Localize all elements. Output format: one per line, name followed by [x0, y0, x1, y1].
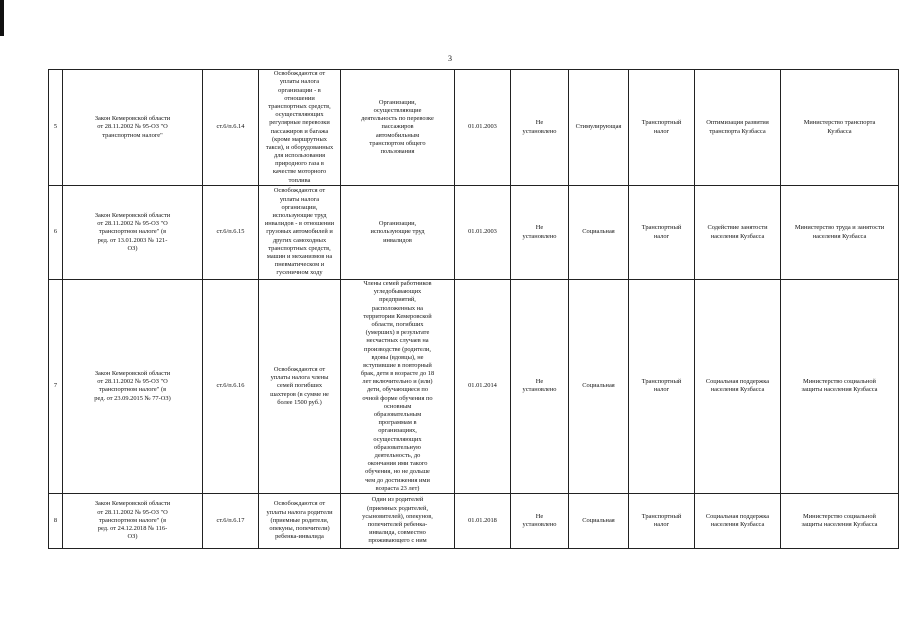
- curator-cell: Министерство социальной защиты населения Кузбасса: [781, 280, 899, 494]
- start-date-cell: 01.01.2014: [455, 280, 511, 494]
- category-cell: Один из родителей (приемных родителей, усыновителей), опекунов, попечителей ребенка- инвалида, совместно проживающего с ним: [341, 493, 455, 548]
- scan-edge-mark: [0, 0, 4, 36]
- page-number: 3: [448, 54, 452, 63]
- curator-cell: Министерство транспорта Кузбасса: [781, 70, 899, 186]
- program-cell: Содействие занятости населения Кузбасса: [695, 186, 781, 280]
- category-cell: Организации, использующие труд инвалидов: [341, 186, 455, 280]
- article-cell: ст.6/п.6.16: [203, 280, 259, 494]
- law-cell: Закон Кемеровской области от 28.11.2002 № 95-ОЗ "О транспортном налоге": [63, 70, 203, 186]
- row-number-cell: 7: [49, 280, 63, 494]
- benefit-type-cell: Стимулирующая: [569, 70, 629, 186]
- end-date-cell: Не установлено: [511, 186, 569, 280]
- row-number-cell: 8: [49, 493, 63, 548]
- start-date-cell: 01.01.2003: [455, 186, 511, 280]
- end-date-cell: Не установлено: [511, 70, 569, 186]
- benefit-type-cell: Социальная: [569, 493, 629, 548]
- program-cell: Социальная поддержка населения Кузбасса: [695, 493, 781, 548]
- table-row: [49, 186, 899, 280]
- law-cell: Закон Кемеровской области от 28.11.2002 № 95-ОЗ "О транспортном налоге" (в ред. от 13.01.2003 № 121- ОЗ): [63, 186, 203, 280]
- program-cell: Социальная поддержка населения Кузбасса: [695, 280, 781, 494]
- category-cell: Члены семей работников угледобывающих предприятий, расположенных на территории Кемеровской области, погибших (умерших) в результате несчастных случаев на производстве (родители, вдовы (вдовцы), не вступившие в повторный брак, дети в возрасте до 18 лет включительно и (или) дети, обучающиеся по очной форме обучения по основным образовательным программам в организациях, осуществляющих образовательную деятельность, до окончания ими такого обучения, но не дольше чем до достижения ими возраста 23 лет): [341, 280, 455, 494]
- start-date-cell: 01.01.2018: [455, 493, 511, 548]
- tax-cell: Транспортный налог: [629, 493, 695, 548]
- program-cell: Оптимизация развития транспорта Кузбасса: [695, 70, 781, 186]
- exemption-cell: Освобождаются от уплаты налога организации, использующие труд инвалидов - в отношении грузовых автомобилей и других самоходных транспортных средств, машин и механизмов на пневматическом и гусеничном ходу: [259, 186, 341, 280]
- start-date-cell: 01.01.2003: [455, 70, 511, 186]
- benefit-type-cell: Социальная: [569, 186, 629, 280]
- end-date-cell: Не установлено: [511, 280, 569, 494]
- tax-cell: Транспортный налог: [629, 280, 695, 494]
- law-cell: Закон Кемеровской области от 28.11.2002 № 95-ОЗ "О транспортном налоге" (в ред. от 23.09.2015 № 77-ОЗ): [63, 280, 203, 494]
- row-number-cell: 6: [49, 186, 63, 280]
- exemption-cell: Освобождаются от уплаты налога члены семей погибших шахтеров (в сумме не более 1500 руб.): [259, 280, 341, 494]
- category-cell: Организации, осуществляющие деятельность по перевозке пассажиров автомобильным транспортом общего пользования: [341, 70, 455, 186]
- article-cell: ст.6/п.6.15: [203, 186, 259, 280]
- row-number-cell: 5: [49, 70, 63, 186]
- curator-cell: Министерство труда и занятости населения Кузбасса: [781, 186, 899, 280]
- table-row: [49, 70, 899, 186]
- tax-cell: Транспортный налог: [629, 186, 695, 280]
- article-cell: ст.6/п.6.14: [203, 70, 259, 186]
- exemption-cell: Освобождаются от уплаты налога родители (приемные родители, опекуны, попечители) ребенка-инвалида: [259, 493, 341, 548]
- article-cell: ст.6/п.6.17: [203, 493, 259, 548]
- benefit-type-cell: Социальная: [569, 280, 629, 494]
- table-row: [49, 493, 899, 548]
- end-date-cell: Не установлено: [511, 493, 569, 548]
- tax-benefits-table: [48, 69, 899, 549]
- tax-cell: Транспортный налог: [629, 70, 695, 186]
- curator-cell: Министерство социальной защиты населения Кузбасса: [781, 493, 899, 548]
- law-cell: Закон Кемеровской области от 28.11.2002 № 95-ОЗ "О транспортном налоге" (в ред. от 24.12.2018 № 116- ОЗ): [63, 493, 203, 548]
- exemption-cell: Освобождаются от уплаты налога организации - в отношении транспортных средств, осуществляющих регулярные перевозки пассажиров и багажа (кроме маршрутных такси), и оборудованных для использования природного газа в качестве моторного топлива: [259, 70, 341, 186]
- table-row: [49, 280, 899, 494]
